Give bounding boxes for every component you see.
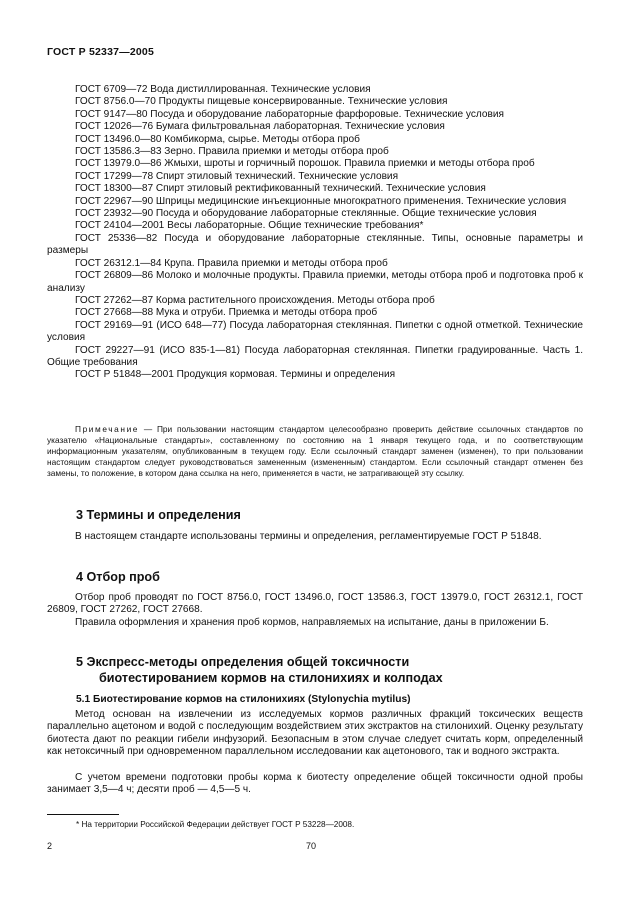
note-label: Примечание [75, 424, 140, 434]
footnote: * На территории Российской Федерации действует ГОСТ Р 53228—2008. [76, 820, 355, 829]
reference-item: ГОСТ 13979.0—86 Жмыхи, шроты и горчичный порошок. Правила приемки и методы отбора проб [75, 158, 535, 170]
reference-item: ГОСТ 17299—78 Спирт этиловый технический. Технические условия [75, 170, 399, 182]
reference-item: ГОСТ 8756.0—70 Продукты пищевые консервированные. Технические условия [75, 96, 448, 108]
reference-item: ГОСТ 24104—2001 Весы лабораторные. Общие технические требования* [75, 220, 424, 232]
section-4-title: 4 Отбор проб [76, 570, 160, 584]
page-number-left: 2 [47, 841, 53, 851]
reference-item: ГОСТ 29169—91 (ИСО 648—77) Посуда лабораторная стеклянная. Пипетки с одной отметкой. Технические условия [47, 319, 583, 344]
section-3-text: В настоящем стандарте использованы термины и определения, регламентируемые ГОСТ Р 51848. [75, 531, 542, 542]
document-header: ГОСТ Р 52337—2005 [47, 46, 155, 58]
page-number-center: 70 [306, 841, 317, 851]
footnote-divider [47, 814, 119, 815]
note-text: — При пользовании настоящим стандартом целесообразно проверить действие ссылочных стандартов по указателю «Национальные стандарты», составленному по состоянию на 1 января текущего года, и по соответствующим информационным указателям, опубликованным в текущем году. Если ссылочный стандарт заменен (изменен), то при пользовании настоящим стандартом следует руководствоваться замененным (измененным) стандартом. Если ссылочный стандарт отменен без замены, то положение, в котором дана ссылка на него, применяется в части, не затрагивающей эту ссылку. [47, 424, 583, 479]
references-list [47, 84, 583, 382]
reference-item: ГОСТ 23932—90 Посуда и оборудование лабораторные стеклянные. Общие технические условия [75, 208, 537, 220]
reference-item: ГОСТ 18300—87 Спирт этиловый ректификованный технический. Технические условия [75, 183, 486, 195]
reference-item: ГОСТ 13586.3—83 Зерно. Правила приемки и методы отбора проб [75, 146, 389, 158]
reference-item: ГОСТ 9147—80 Посуда и оборудование лабораторные фарфоровые. Технические условия [75, 108, 504, 120]
reference-item: ГОСТ 27668—88 Мука и отруби. Приемка и методы отбора проб [75, 307, 378, 319]
reference-item: ГОСТ 22967—90 Шприцы медицинские инъекционные многократного применения. Технические условия [75, 195, 567, 207]
reference-item: ГОСТ 13496.0—80 Комбикорма, сырье. Методы отбора проб [75, 133, 360, 145]
reference-item: ГОСТ 12026—76 Бумага фильтровальная лабораторная. Технические условия [75, 121, 445, 133]
section-4-paragraph: Правила оформления и хранения проб кормов, направляемых на испытание, даны в приложении Б. [75, 617, 549, 628]
section-5-title-cont: биотестированием кормов на стилонихиях и колподах [99, 671, 443, 685]
subsection-5-1-title: 5.1 Биотестирование кормов на стилонихиях (Stylonychia mytilus) [76, 694, 411, 705]
reference-item: ГОСТ Р 51848—2001 Продукция кормовая. Термины и определения [75, 369, 396, 381]
reference-item: ГОСТ 26312.1—84 Крупа. Правила приемки и методы отбора проб [75, 257, 388, 269]
section-5-title: 5 Экспресс-методы определения общей токсичности [76, 655, 410, 669]
section-5-paragraph: С учетом времени подготовки пробы корма к биотесту определение общей токсичности одной пробы занимает 3,5—4 ч; десяти проб — 4,5—5 ч. [47, 772, 583, 796]
note-paragraph [47, 424, 583, 479]
reference-item: ГОСТ 6709—72 Вода дистиллированная. Технические условия [75, 84, 371, 95]
section-5-paragraph: Метод основан на извлечении из исследуемых кормов различных фракций токсических веществ параллельно ацетоном и водой с последующим воздействием этих экстрактов на стилонихий. Оценку результату биотеста дают по реакции гибели инфузорий. Безопасным в этом случае следует считать корм, определенный как нетоксичный при одновременном параллельном исследовании как ацетонового, так и водного экстракта. [47, 709, 583, 758]
reference-item: ГОСТ 25336—82 Посуда и оборудование лабораторные стеклянные. Типы, основные параметры и размеры [47, 232, 583, 257]
reference-item: ГОСТ 29227—91 (ИСО 835-1—81) Посуда лабораторная стеклянная. Пипетки градуированные. Часть 1. Общие требования [47, 344, 583, 368]
section-4-paragraph: Отбор проб проводят по ГОСТ 8756.0, ГОСТ 13496.0, ГОСТ 13586.3, ГОСТ 13979.0, ГОСТ 26312.1, ГОСТ 26809, ГОСТ 27262, ГОСТ 27668. [47, 592, 583, 616]
reference-item: ГОСТ 27262—87 Корма растительного происхождения. Методы отбора проб [75, 294, 435, 306]
reference-item: ГОСТ 26809—86 Молоко и молочные продукты. Правила приемки, методы отбора проб и подготовка проб к анализу [47, 270, 583, 294]
section-3-title: 3 Термины и определения [76, 508, 241, 522]
